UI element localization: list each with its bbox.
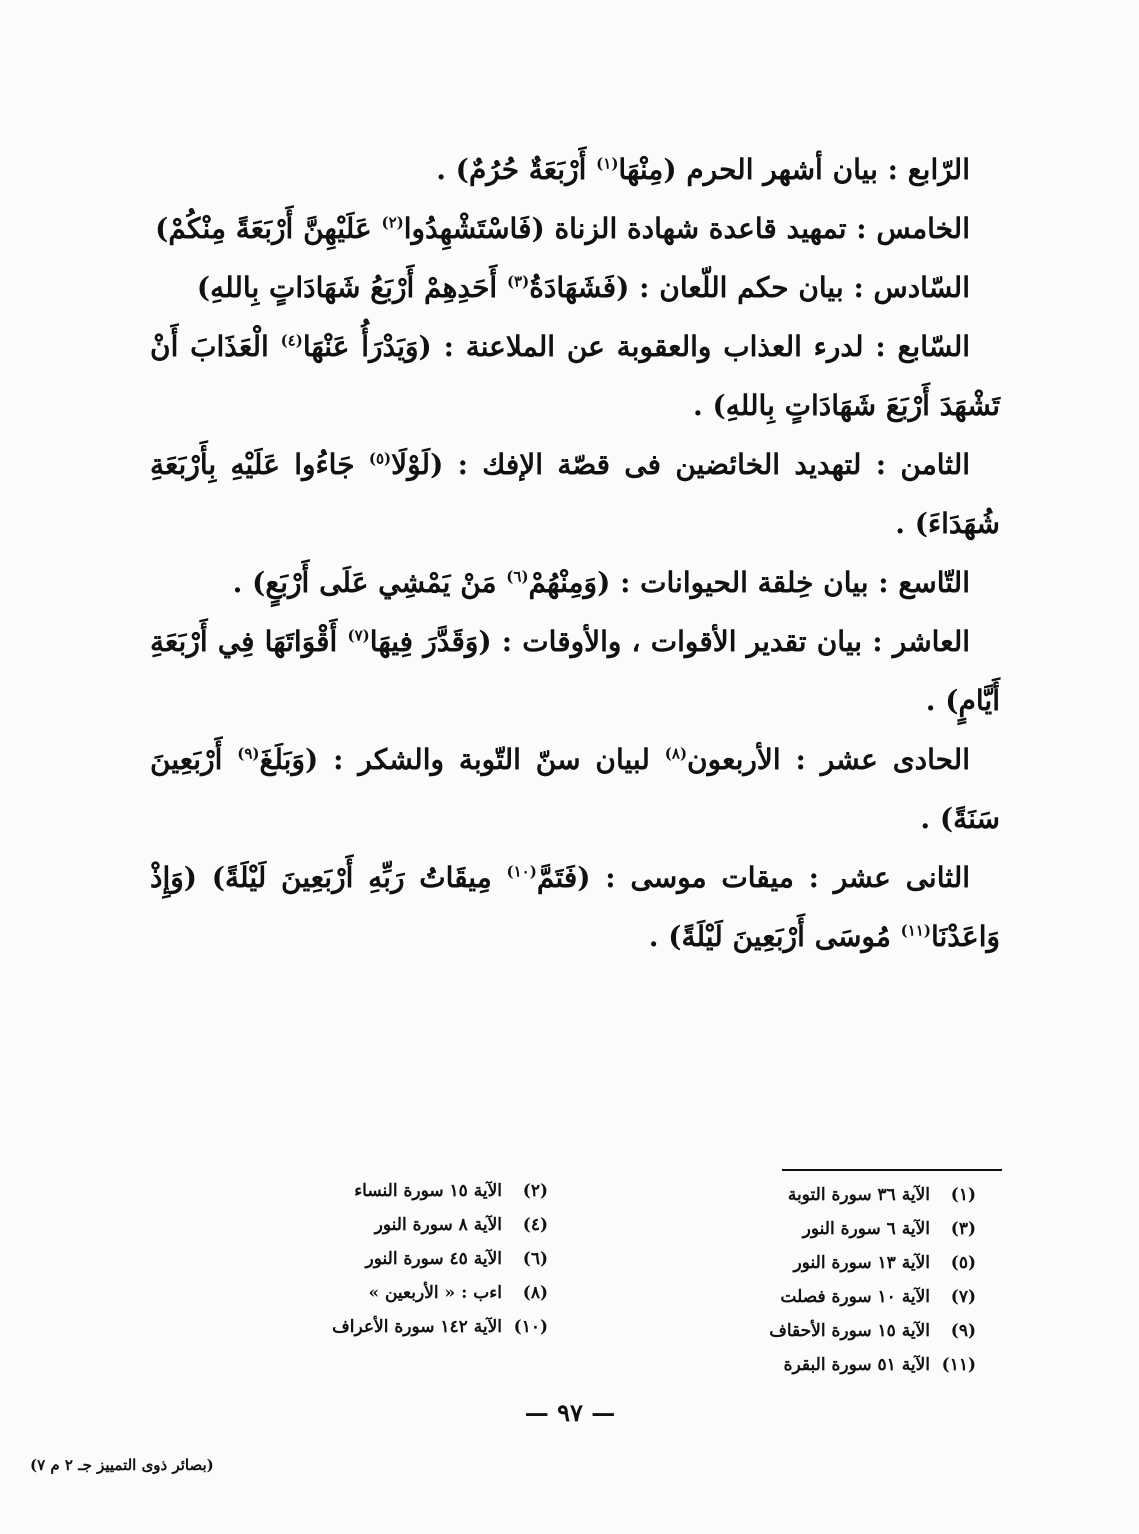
quran-quote: فَاسْتَشْهِدُوا bbox=[403, 212, 532, 245]
paragraph-12 bbox=[150, 848, 1000, 966]
footnote-text: الآية ٣٦ سورة التوبة bbox=[787, 1185, 930, 1205]
paragraph-6 bbox=[150, 258, 1000, 317]
quran-quote: مِنْهَا bbox=[618, 153, 664, 186]
footnote-marker: (٦) bbox=[506, 567, 529, 586]
paragraph-text: تمهيد قاعدة شهادة الزناة bbox=[554, 212, 847, 245]
quran-quote: وَإِذْ وَاعَدْنَا bbox=[150, 861, 1000, 953]
paragraph-8 bbox=[150, 435, 1000, 553]
footnote-text: الآية ٨ سورة النور bbox=[374, 1215, 502, 1235]
quran-quote: وَقَدَّرَ فِيهَا bbox=[369, 625, 479, 658]
footnote-marker: (٧) bbox=[347, 626, 370, 645]
page-number: — ٩٧ — bbox=[524, 1398, 616, 1427]
footnote-number: (٢) bbox=[522, 1181, 548, 1201]
footnote-marker: (٥) bbox=[368, 449, 392, 468]
footnote-marker: (٨) bbox=[664, 744, 688, 763]
footnote-item bbox=[660, 1280, 976, 1314]
footnote-item bbox=[240, 1174, 548, 1208]
quote-open: ( bbox=[430, 448, 444, 481]
main-text bbox=[150, 140, 1000, 966]
footnote-number: (٧) bbox=[950, 1287, 976, 1307]
footnote-number: (٤) bbox=[522, 1215, 548, 1235]
footnote-divider bbox=[782, 1169, 1002, 1171]
book-reference: (بصائر ذوى التمييز جـ ٢ م ٧) bbox=[30, 1456, 214, 1474]
quote-open: ( bbox=[663, 153, 677, 186]
footnote-number: (٣) bbox=[950, 1219, 976, 1239]
quote-close: ) . bbox=[895, 507, 928, 540]
footnote-number: (٥) bbox=[950, 1253, 976, 1273]
footnote-text: الآية ١٣ سورة النور bbox=[793, 1253, 930, 1273]
quote-close: ) bbox=[211, 861, 226, 894]
paragraph-label: العاشر : bbox=[872, 625, 971, 658]
paragraph-label: الحادى عشر : bbox=[795, 743, 970, 776]
footnote-text: الآية ٤٥ سورة النور bbox=[365, 1249, 502, 1269]
quote-open: ( bbox=[577, 861, 591, 894]
quran-quote: مِيقَاتُ رَبِّهِ أَرْبَعِينَ لَيْلَةً bbox=[225, 861, 507, 894]
paragraph-label: السّابع : bbox=[875, 330, 971, 363]
quran-quote: لَوْلَا bbox=[391, 448, 431, 481]
paragraph-text: بيان أشهر الحرم bbox=[686, 153, 878, 186]
quote-open: ( bbox=[597, 566, 611, 599]
paragraph-11 bbox=[150, 730, 1000, 848]
quran-quote: عَلَيْهِنَّ أَرْبَعَةً مِنْكُمْ bbox=[168, 212, 382, 245]
quote-open: ( bbox=[418, 330, 432, 363]
footnote-marker: (١) bbox=[596, 154, 619, 173]
quran-quote: أَرْبَعِينَ سَنَةً bbox=[150, 743, 1000, 835]
quote-open: ( bbox=[478, 625, 492, 658]
paragraph-label: الثانى عشر : bbox=[808, 861, 971, 894]
paragraph-10 bbox=[150, 612, 1000, 730]
quran-quote: الْعَذَابَ أَنْ تَشْهَدَ أَرْبَعَ شَهَادَاتٍ بِاللهِ bbox=[150, 330, 1000, 422]
quran-quote: مُوسَى أَرْبَعِينَ لَيْلَةً bbox=[681, 920, 901, 953]
quote-open: ( bbox=[616, 271, 630, 304]
quran-quote: أَقْوَاتَهَا فِي أَرْبَعَةِ أَيَّامٍ bbox=[150, 625, 1000, 717]
footnotes-left-column bbox=[240, 1174, 548, 1344]
paragraph-label: الرّابع : bbox=[887, 153, 970, 186]
footnote-item bbox=[240, 1208, 548, 1242]
footnote-item bbox=[240, 1310, 548, 1344]
footnote-item bbox=[240, 1242, 548, 1276]
footnote-text: الآية ١٥ سورة النساء bbox=[354, 1181, 502, 1201]
quote-close: ) . bbox=[920, 802, 954, 835]
footnote-number: (٦) bbox=[522, 1249, 548, 1269]
footnote-item bbox=[660, 1178, 976, 1212]
quran-quote: جَاءُوا عَلَيْهِ بِأَرْبَعَةِ شُهَدَاءَ bbox=[150, 448, 1000, 540]
paragraph-label: التّاسع : bbox=[878, 566, 970, 599]
footnote-item bbox=[660, 1314, 976, 1348]
quote-close: ) . bbox=[436, 153, 469, 186]
footnote-item bbox=[660, 1212, 976, 1246]
paragraph-text: لدرء العذاب والعقوبة عن الملاعنة : bbox=[443, 330, 864, 363]
paragraph-4 bbox=[150, 140, 1000, 199]
footnote-number: (٩) bbox=[950, 1321, 976, 1341]
quran-quote: وَبَلَغَ bbox=[259, 743, 305, 776]
paragraph-text: بيان حكم اللّعان : bbox=[639, 271, 844, 304]
footnote-item bbox=[660, 1246, 976, 1280]
quote-open: ( bbox=[183, 861, 212, 894]
paragraph-9 bbox=[150, 553, 1000, 612]
paragraph-text: بيان خِلقة الحيوانات : bbox=[620, 566, 869, 599]
quote-close: ) bbox=[196, 271, 211, 304]
paragraph-text: لبيان سنّ التّوبة والشكر : bbox=[333, 743, 665, 776]
footnote-number: (١١) bbox=[941, 1355, 976, 1375]
quran-quote: فَتَمَّ bbox=[536, 861, 578, 894]
footnote-marker: (١١) bbox=[900, 921, 931, 940]
paragraph-label: السّادس : bbox=[853, 271, 970, 304]
footnote-text: الآية ١٥ سورة الأحقاف bbox=[769, 1321, 930, 1341]
quote-close: ) . bbox=[925, 684, 959, 717]
footnote-number: (١٠) bbox=[513, 1317, 548, 1337]
footnote-item bbox=[240, 1276, 548, 1310]
footnote-number: (٨) bbox=[522, 1283, 548, 1303]
quran-quote: أَرْبَعَةٌ حُرُمٌ bbox=[468, 153, 597, 186]
quran-quote: وَيَدْرَأُ عَنْهَا bbox=[302, 330, 419, 363]
footnote-number: (١) bbox=[950, 1185, 976, 1205]
quote-open: ( bbox=[531, 212, 545, 245]
quran-quote: أَحَدِهِمْ أَرْبَعُ شَهَادَاتٍ بِاللهِ bbox=[210, 271, 507, 304]
paragraph-text: لتهديد الخائضين فى قصّة الإفك : bbox=[457, 448, 862, 481]
quote-close: ) bbox=[155, 212, 169, 245]
quote-close: ) . bbox=[648, 920, 682, 953]
footnote-marker: (٢) bbox=[381, 213, 404, 232]
quote-close: ) . bbox=[692, 389, 726, 422]
footnotes-right-column bbox=[660, 1178, 976, 1382]
paragraph-5 bbox=[150, 199, 1000, 258]
footnote-text: الآية ٥١ سورة البقرة bbox=[783, 1355, 930, 1375]
footnote-marker: (١٠) bbox=[506, 862, 537, 881]
quote-open: ( bbox=[305, 743, 319, 776]
quran-quote: مَنْ يَمْشِي عَلَى أَرْبَعٍ bbox=[265, 566, 507, 599]
footnote-item bbox=[660, 1348, 976, 1382]
footnote-text: اءب : « الأربعين » bbox=[368, 1283, 502, 1303]
footnote-text: الآية ١٤٢ سورة الأعراف bbox=[332, 1317, 502, 1337]
quran-quote: وَمِنْهُمْ bbox=[528, 566, 598, 599]
footnote-marker: (٩) bbox=[237, 744, 260, 763]
footnote-marker: (٤) bbox=[280, 331, 303, 350]
paragraph-label: الثامن : bbox=[875, 448, 971, 481]
footnote-text: الآية ١٠ سورة فصلت bbox=[780, 1287, 930, 1307]
paragraph-text: بيان تقدير الأقوات ، والأوقات : bbox=[501, 625, 863, 658]
paragraph-text: ميقات موسى : bbox=[605, 861, 794, 894]
footnote-marker: (٣) bbox=[506, 272, 530, 291]
paragraph-7 bbox=[150, 317, 1000, 435]
quote-close: ) . bbox=[232, 566, 266, 599]
paragraph-text: الأربعون bbox=[687, 743, 781, 776]
paragraph-label: الخامس : bbox=[856, 212, 970, 245]
footnote-text: الآية ٦ سورة النور bbox=[802, 1219, 930, 1239]
quran-quote: فَشَهَادَةُ bbox=[529, 271, 617, 304]
